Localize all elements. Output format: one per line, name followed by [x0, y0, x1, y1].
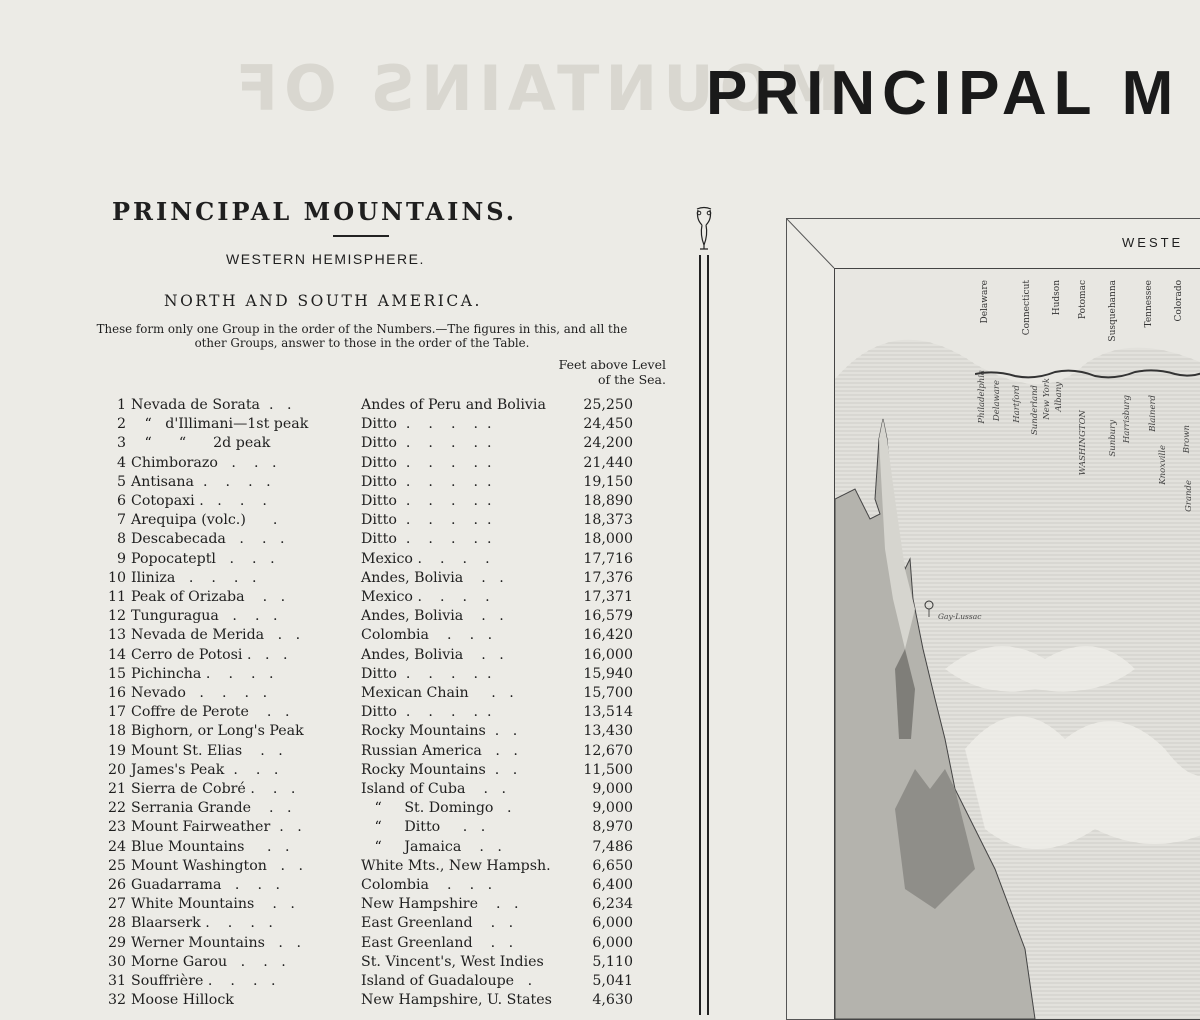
table-row — [100, 415, 633, 434]
table-row — [100, 530, 633, 549]
mountain-name: Mount St. Elias . . — [131, 742, 283, 759]
mountain-name: Sierra de Cobré . . . — [131, 781, 296, 798]
city-label: Knoxville — [1158, 445, 1168, 485]
mountain-height: 9,000 — [592, 800, 633, 817]
mountain-name: Werner Mountains . . — [131, 934, 301, 951]
mountain-region: “ Ditto . . — [361, 819, 486, 836]
mountain-height: 11,500 — [583, 761, 633, 778]
mountain-name: Bighorn, or Long's Peak — [131, 723, 304, 740]
mountain-region: Ditto . . . . . — [361, 435, 492, 452]
mountain-name: Mount Washington . . — [131, 857, 303, 874]
row-number: 2 — [116, 416, 126, 433]
mountain-region: Andes, Bolivia . . — [361, 569, 504, 586]
city-label: New York — [1042, 378, 1052, 420]
mountain-height: 17,376 — [583, 569, 633, 586]
mountain-region: Mexico . . . . — [361, 550, 490, 567]
mountain-region: Ditto . . . . . — [361, 454, 492, 471]
mountain-height: 18,890 — [583, 493, 633, 510]
row-number: 7 — [116, 512, 126, 529]
table-row — [100, 761, 633, 780]
plate-heading: WESTE — [1122, 235, 1184, 250]
row-number: 16 — [107, 685, 126, 702]
mountain-name: “ d'Illimani—1st peak — [131, 416, 309, 433]
table-row — [100, 914, 633, 933]
city-label: Delaware — [992, 380, 1002, 422]
mountain-height: 7,486 — [592, 838, 633, 855]
mountain-height: 13,514 — [583, 704, 633, 721]
table-row — [100, 550, 633, 569]
mountain-name: Nevado . . . . — [131, 685, 268, 702]
table-row — [100, 818, 633, 837]
mountain-region: Ditto . . . . . — [361, 665, 492, 682]
mountain-name: Guadarrama . . . — [131, 877, 281, 894]
mountain-name: Morne Garou . . . — [131, 953, 286, 970]
row-number: 12 — [107, 608, 126, 625]
mountain-height: 25,250 — [583, 397, 633, 413]
row-number: 21 — [107, 781, 126, 798]
mountain-height: 17,716 — [583, 550, 633, 567]
mountain-name: Descabecada . . . — [131, 531, 285, 548]
mountain-height: 16,420 — [583, 627, 633, 644]
mountain-height: 15,940 — [583, 665, 633, 682]
mountain-name: Moose Hillock — [131, 992, 234, 1009]
river-label: Hudson — [1052, 280, 1062, 316]
row-number: 25 — [107, 857, 126, 874]
mountain-name: Arequipa (volc.) . — [131, 512, 278, 529]
mountain-height: 8,970 — [592, 819, 633, 836]
row-number: 5 — [116, 473, 126, 490]
mountain-height: 21,440 — [583, 454, 633, 471]
row-number: 9 — [116, 550, 126, 567]
river-label: Colorado — [1174, 280, 1184, 322]
river-label: Delaware — [980, 280, 990, 324]
mountain-region: Ditto . . . . . — [361, 512, 492, 529]
mountain-region: Island of Cuba . . — [361, 781, 507, 798]
mountain-name: Tunguragua . . . — [131, 608, 278, 625]
mountain-region: New Hampshire . . — [361, 896, 519, 913]
table-row — [100, 799, 633, 818]
mountain-region: Ditto . . . . . — [361, 416, 492, 433]
row-number: 14 — [107, 646, 126, 663]
mountain-height: 9,000 — [592, 781, 633, 798]
table-row — [100, 876, 633, 895]
mountain-region: Andes, Bolivia . . — [361, 608, 504, 625]
river-label: Connecticut — [1022, 280, 1032, 336]
mountain-name: Nevada de Merida . . — [131, 627, 301, 644]
table-row — [100, 684, 633, 703]
row-number: 26 — [107, 877, 126, 894]
mountain-height: 4,630 — [592, 992, 633, 1009]
table-row — [100, 665, 633, 684]
mountain-name: “ “ 2d peak — [131, 435, 271, 452]
mountain-name: Popocateptl . . . — [131, 550, 275, 567]
bleed-through-title: MOUNTAINS OF — [229, 52, 840, 125]
table-row — [100, 780, 633, 799]
mountain-name: Nevada de Sorata . . — [131, 397, 292, 413]
row-number: 15 — [107, 665, 126, 682]
mountain-name: Souffrière . . . . — [131, 973, 276, 990]
river-label: Potomac — [1078, 280, 1088, 320]
row-number: 32 — [107, 992, 126, 1009]
mountain-name: James's Peak . . . — [131, 761, 279, 778]
group-heading: NORTH AND SOUTH AMERICA. — [164, 292, 482, 310]
row-number: 17 — [107, 704, 126, 721]
mountain-region: New Hampshire, U. States — [361, 992, 552, 1009]
page-title: PRINCIPAL M — [706, 59, 1181, 128]
row-number: 11 — [107, 589, 126, 606]
mountain-region: Andes, Bolivia . . — [361, 646, 504, 663]
city-label: Harrisburg — [1122, 395, 1132, 444]
mountain-name: Cerro de Potosi . . . — [131, 646, 288, 663]
mountain-height: 18,373 — [583, 512, 633, 529]
mountain-region: East Greenland . . — [361, 934, 514, 951]
mountain-name: Chimborazo . . . — [131, 454, 277, 471]
mountain-name: Iliniza . . . . — [131, 569, 257, 586]
mountain-region: Colombia . . . — [361, 877, 493, 894]
city-label: Hartford — [1012, 385, 1022, 423]
mountain-region: Island of Guadaloupe . — [361, 973, 533, 990]
mountain-name: Antisana . . . . — [131, 473, 271, 490]
mountain-height: 5,110 — [592, 953, 633, 970]
table-row — [100, 454, 633, 473]
table-row — [100, 722, 633, 741]
row-number: 6 — [116, 493, 126, 510]
rivers-band — [975, 280, 1200, 430]
mountain-region: Rocky Mountains . . — [361, 761, 518, 778]
row-number: 3 — [116, 435, 126, 452]
table-title: PRINCIPAL MOUNTAINS. — [112, 197, 518, 226]
city-label: Sunderland — [1030, 385, 1040, 436]
mountain-height: 15,700 — [583, 685, 633, 702]
table-row — [100, 646, 633, 665]
city-label: Blainerd — [1148, 395, 1158, 432]
table-row — [100, 588, 633, 607]
row-number: 1 — [116, 397, 126, 413]
table-row — [100, 492, 633, 511]
table-row — [100, 934, 633, 953]
mountain-height: 13,430 — [583, 723, 633, 740]
height-column-header — [536, 357, 666, 387]
column-header-line-2: of the Sea. — [598, 372, 666, 387]
city-label: Sunbury — [1108, 420, 1118, 457]
lyre-ornament — [694, 205, 714, 257]
title-rule — [333, 235, 389, 237]
mountain-height: 6,650 — [592, 857, 633, 874]
hemisphere-heading: WESTERN HEMISPHERE. — [226, 251, 425, 267]
mountain-height: 24,200 — [583, 435, 633, 452]
mountain-height: 6,234 — [592, 896, 633, 913]
city-label: Albany — [1054, 382, 1064, 412]
row-number: 31 — [107, 973, 126, 990]
table-row — [100, 626, 633, 645]
mountain-name: Mount Fairweather . . — [131, 819, 302, 836]
mountain-name: Pichincha . . . . — [131, 665, 274, 682]
river-label: Susquehanna — [1108, 280, 1118, 342]
table-row — [100, 569, 633, 588]
mountains-table — [100, 396, 633, 1011]
mountain-height: 6,400 — [592, 877, 633, 894]
mountain-name: Blue Mountains . . — [131, 838, 290, 855]
city-label: Philadelphia — [977, 370, 987, 424]
mountain-name: Blaarserk . . . . — [131, 915, 273, 932]
table-row — [100, 991, 633, 1010]
row-number: 27 — [107, 896, 126, 913]
mountain-height: 16,000 — [583, 646, 633, 663]
column-divider — [696, 205, 716, 1005]
mountain-region: St. Vincent's, West Indies — [361, 953, 544, 970]
mountain-height: 24,450 — [583, 416, 633, 433]
table-row — [100, 838, 633, 857]
mountain-region: White Mts., New Hampsh. — [361, 857, 551, 874]
row-number: 8 — [116, 531, 126, 548]
mountain-name: Coffre de Perote . . — [131, 704, 290, 721]
city-label: Grande — [1184, 480, 1194, 512]
mountain-region: Ditto . . . . . — [361, 493, 492, 510]
table-note: These form only one Group in the order of the Numbers.—The figures in this, and all the other Groups, answer to those in the order of the Table. — [96, 322, 628, 350]
mountain-name: Serrania Grande . . — [131, 800, 292, 817]
table-row — [100, 972, 633, 991]
mountain-name: Cotopaxi . . . . — [131, 493, 267, 510]
table-row — [100, 703, 633, 722]
mountain-height: 12,670 — [583, 742, 633, 759]
table-row — [100, 434, 633, 453]
mountain-region: Colombia . . . — [361, 627, 493, 644]
city-label: WASHINGTON — [1078, 410, 1088, 476]
column-header-line-1: Feet above Level — [558, 357, 666, 372]
mountain-region: Mexico . . . . — [361, 589, 490, 606]
mountain-region: Ditto . . . . . — [361, 473, 492, 490]
row-number: 10 — [107, 569, 126, 586]
city-label: Brown — [1182, 425, 1192, 454]
row-number: 22 — [107, 800, 126, 817]
mountain-region: East Greenland . . — [361, 915, 514, 932]
mountain-region: “ Jamaica . . — [361, 838, 502, 855]
row-number: 13 — [107, 627, 126, 644]
mountain-region: Russian America . . — [361, 742, 518, 759]
row-number: 30 — [107, 953, 126, 970]
row-number: 4 — [116, 454, 126, 471]
mountain-height: 18,000 — [583, 531, 633, 548]
river-label: Tennessee — [1144, 280, 1154, 328]
mountain-height: 17,371 — [583, 589, 633, 606]
mountain-height: 6,000 — [592, 934, 633, 951]
row-number: 18 — [107, 723, 126, 740]
row-number: 24 — [107, 838, 126, 855]
table-row — [100, 953, 633, 972]
mountain-region: Ditto . . . . . — [361, 531, 492, 548]
row-number: 23 — [107, 819, 126, 836]
row-number: 28 — [107, 915, 126, 932]
table-row — [100, 511, 633, 530]
row-number: 20 — [107, 761, 126, 778]
table-row — [100, 895, 633, 914]
mountain-region: “ St. Domingo . — [361, 800, 512, 817]
row-number: 29 — [107, 934, 126, 951]
row-number: 19 — [107, 742, 126, 759]
table-row — [100, 742, 633, 761]
table-row — [100, 473, 633, 492]
mountain-name: White Mountains . . — [131, 896, 295, 913]
table-row — [100, 396, 633, 415]
balloon-label: Gay-Lussac — [938, 612, 982, 621]
table-row — [100, 857, 633, 876]
mountain-name: Peak of Orizaba . . — [131, 589, 286, 606]
mountain-height: 19,150 — [583, 473, 633, 490]
mountain-region: Andes of Peru and Bolivia — [361, 397, 546, 413]
mountain-region: Mexican Chain . . — [361, 685, 514, 702]
mountain-height: 6,000 — [592, 915, 633, 932]
mountain-region: Rocky Mountains . . — [361, 723, 518, 740]
mountain-height: 5,041 — [592, 973, 633, 990]
mountain-height: 16,579 — [583, 608, 633, 625]
table-row — [100, 607, 633, 626]
mountain-region: Ditto . . . . . — [361, 704, 492, 721]
